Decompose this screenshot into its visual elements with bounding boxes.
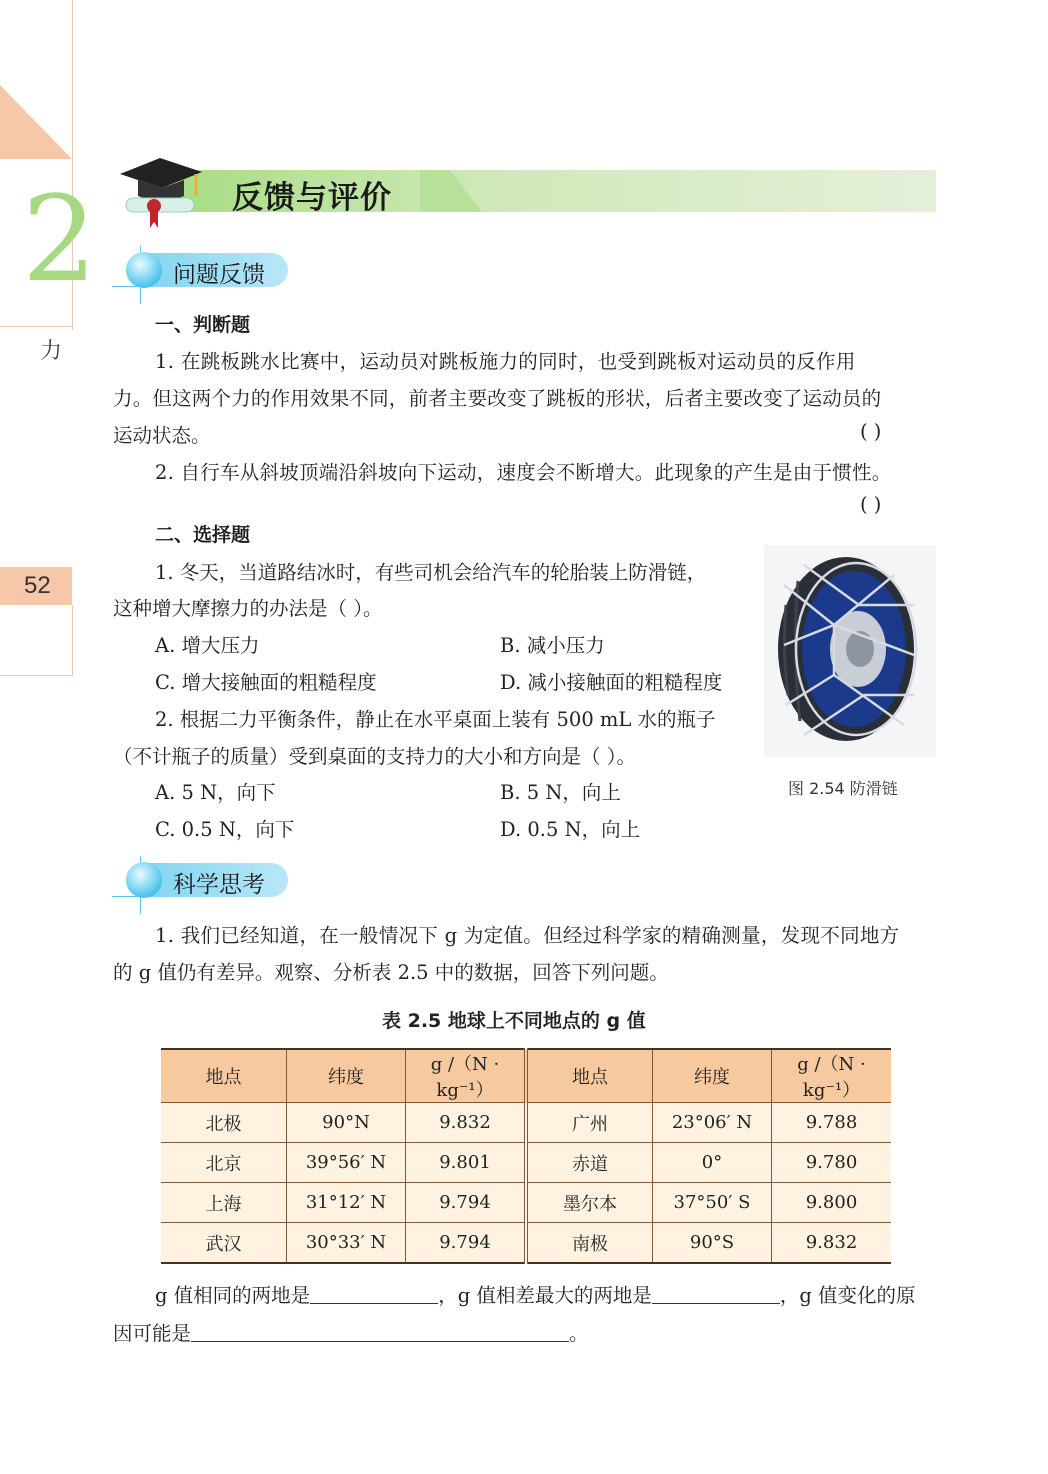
table-cell: 9.800 [772,1183,892,1223]
table-cell: 南极 [526,1223,653,1264]
banner-title: 反馈与评价 [232,180,392,216]
table-cell: 23°06′ N [653,1103,772,1143]
fill-in-text: ，g 值相差最大的两地是 [438,1284,652,1307]
table-header-cell: 纬度 [287,1049,406,1103]
option-d: D. 减小接触面的粗糙程度 [500,671,723,694]
part-heading: 一、判断题 [155,314,251,336]
table-cell: 0° [653,1143,772,1183]
section-ball-icon [126,862,162,898]
table-header-cell: 地点 [526,1049,653,1103]
fill-in-text: 。 [569,1322,589,1345]
figure-caption: 图 2.54 防滑链 [788,779,898,798]
question-line: 1. 我们已经知道，在一般情况下 g 为定值。但经过科学家的精确测量，发现不同地方 [155,924,900,947]
fill-in-line [113,1318,589,1346]
table-header-row [161,1049,891,1103]
table-cell: 上海 [161,1183,287,1223]
table-header-cell: g /（N · kg⁻¹） [406,1049,527,1103]
table-cell: 北极 [161,1103,287,1143]
question-line: 这种增大摩擦力的办法是（ ）。 [113,597,383,620]
question-line: 力。但这两个力的作用效果不同，前者主要改变了跳板的形状，后者主要改变了运动员的 [113,387,882,410]
option-b: B. 5 N，向上 [500,781,621,804]
part-heading: 二、选择题 [155,524,251,546]
table-cell: 赤道 [526,1143,653,1183]
question-line: 运动状态。 [113,424,211,447]
table-header-cell: g /（N · kg⁻¹） [772,1049,892,1103]
margin-triangle [0,85,72,159]
question-line: 2. 根据二力平衡条件，静止在水平桌面上装有 500 mL 水的瓶子 [155,708,716,731]
option-b: B. 减小压力 [500,634,605,657]
table-cell: 9.794 [406,1183,527,1223]
table-cell: 30°33′ N [287,1223,406,1264]
table-cell: 9.832 [772,1223,892,1264]
table-cell: 31°12′ N [287,1183,406,1223]
table-cell: 9.801 [406,1143,527,1183]
answer-blank[interactable] [191,1340,569,1342]
table-row [161,1103,891,1143]
table-cell: 墨尔本 [526,1183,653,1223]
table-cell: 广州 [526,1103,653,1143]
answer-blank[interactable] [310,1302,438,1304]
option-a: A. 增大压力 [155,634,260,657]
table-header-cell: 纬度 [653,1049,772,1103]
section-title: 科学思考 [173,872,265,898]
table-row [161,1183,891,1223]
fill-in-text: g 值相同的两地是 [155,1284,311,1307]
question-line: 的 g 值仍有差异。观察、分析表 2.5 中的数据，回答下列问题。 [113,961,669,984]
figure-image [764,545,936,757]
banner-slant [420,170,940,212]
option-c: C. 增大接触面的粗糙程度 [155,671,377,694]
question-line: 2. 自行车从斜坡顶端沿斜坡向下运动，速度会不断增大。此现象的产生是由于惯性。 [155,461,892,484]
chapter-title: 力 [40,339,63,364]
table-cell: 39°56′ N [287,1143,406,1183]
chapter-number: 2 [22,170,98,308]
answer-paren: ( ) [860,493,882,516]
fill-in-text: 因可能是 [113,1322,192,1345]
section-title: 问题反馈 [173,262,265,288]
table-cell: 9.794 [406,1223,527,1264]
fill-in-line [155,1280,916,1308]
table-cell: 37°50′ S [653,1183,772,1223]
table-cell: 90°N [287,1103,406,1143]
answer-blank[interactable] [652,1302,780,1304]
margin-rule [0,326,72,327]
page-tab-border [0,605,73,676]
table-cell: 北京 [161,1143,287,1183]
section-ball-icon [126,252,162,288]
table-cell: 9.788 [772,1103,892,1143]
graduation-cap-icon [112,152,204,230]
table-cell: 9.832 [406,1103,527,1143]
answer-paren: ( ) [860,420,882,443]
table-row [161,1223,891,1264]
option-d: D. 0.5 N，向上 [500,818,641,841]
question-line: （不计瓶子的质量）受到桌面的支持力的大小和方向是（ ）。 [113,745,636,768]
table-cell: 武汉 [161,1223,287,1264]
tire-chain-illustration [764,545,936,757]
page-number: 52 [24,572,51,599]
question-line: 1. 冬天，当道路结冰时，有些司机会给汽车的轮胎装上防滑链， [155,561,707,584]
table-title: 表 2.5 地球上不同地点的 g 值 [382,1010,646,1032]
option-c: C. 0.5 N，向下 [155,818,295,841]
table-row [161,1143,891,1183]
question-line: 1. 在跳板跳水比赛中，运动员对跳板施力的同时，也受到跳板对运动员的反作用 [155,350,856,373]
table-cell: 9.780 [772,1143,892,1183]
option-a: A. 5 N，向下 [155,781,276,804]
g-value-table [161,1048,891,1264]
table-cell: 90°S [653,1223,772,1264]
table-header-cell: 地点 [161,1049,287,1103]
fill-in-text: ，g 值变化的原 [779,1284,916,1307]
